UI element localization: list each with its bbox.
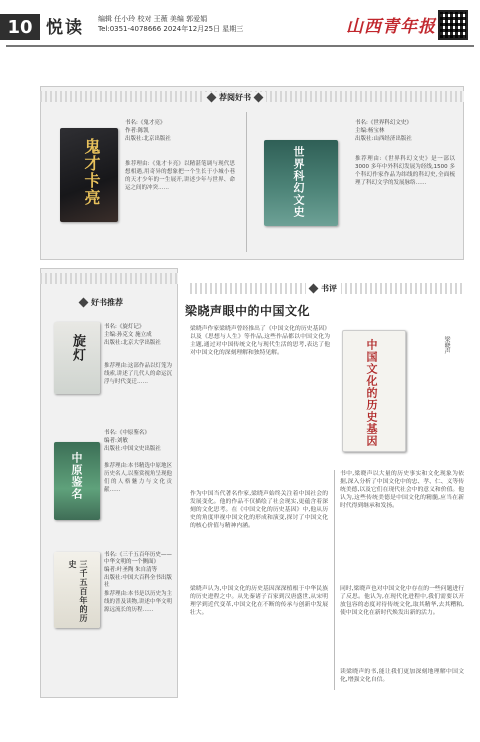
newspaper-logo: 山西青年报	[346, 17, 436, 37]
article-tag: 书评	[306, 283, 341, 294]
good-book3-intro: 推荐理由:本书是以历史为主线的普及读物,讲述中华文明源远流长的历程……	[104, 591, 172, 613]
diamond-icon	[254, 93, 264, 103]
article-paragraph-2: 作为中国当代著名作家,梁晓声始终关注着中国社会的发展变化。他的作品不仅描绘了社会现实,更蕴含着深刻的文化思考。在《中国文化的历史基因》中,他从历史的角度审视中国文化的形成和演变,探讨了中国文化的核心价值与精神内涵。	[190, 491, 328, 530]
masthead-divider	[6, 45, 474, 47]
editor-line: 编辑 任小玲 校对 王薇 美编 郭爱娟	[98, 15, 208, 23]
article-paragraph-6: 读梁晓声的书,能让我们更加深刻地理解中国文化,增强文化自信。	[340, 669, 464, 684]
page-number: 10	[0, 14, 40, 40]
good-book2-intro: 推荐理由:本书精选中原地区历史名人,以鉴赏视角呈现他们的人格魅力与文化贡献……	[104, 463, 172, 493]
good-book1-info: 书名:《旋灯记》 主编:孙克文 施立成 出版社:北京大学出版社	[104, 324, 161, 346]
article-paragraph-4: 书中,梁晓声以大量的历史事实和文化现象为依据,深入分析了中国文化中的忠、孝、仁、义等传统美德,以及它们在现代社会中的意义和价值。他认为,这些传统美德是中国文化的精髓,应当在新时代得到继承和发扬。	[340, 471, 464, 510]
good-books-band	[40, 273, 178, 284]
column-divider	[246, 112, 247, 252]
diamond-icon	[309, 284, 319, 294]
diamond-icon	[79, 298, 89, 308]
article-title: 梁晓声眼中的中国文化	[185, 304, 311, 318]
recommend-heading: 荐阅好书	[204, 92, 266, 103]
book2-info: 书名:《世界科幻文史》 主编:杨宝林 出版社:山西经济出版社	[355, 120, 412, 142]
masthead	[0, 0, 480, 44]
article-paragraph-1: 梁晓声作家梁晓声曾经推出了《中国文化的历史基因》以及《思想与人生》等作品,这些作品都以中国文化为主题,通过对中国传统文化与现代生活的思考,表达了他对中国文化的深刻理解和独特见解。	[190, 326, 330, 357]
book1-intro: 推荐理由:《鬼才卡亮》以精湛笔调与现代思想相遇,用奇异的想象把一个生长于小城小巷的天才少年的一生展开,讲述少年与世界、命运之间的冲突……	[125, 161, 235, 191]
qr-code-icon	[438, 10, 468, 40]
section-title: 悦读	[46, 18, 84, 38]
book-cover-zhongyuan: 中原鉴名	[54, 442, 100, 520]
article-cover-author: 梁晓声	[443, 336, 450, 354]
book2-intro: 推荐理由:《世界科幻文史》是一部以 3000 多年中外科幻发展为经线,1500 多个科幻作家作品为纬线的科幻史,全面梳理了科幻文学的发展脉络……	[355, 156, 455, 186]
good-book3-info: 书名:《三千五百年历史——中华文明的一个侧面》 编者:叶圣陶 朱自清等 出版社:中国大百科全书出版社	[104, 552, 172, 588]
diamond-icon	[207, 93, 217, 103]
date-line: Tel:0351-4078666 2024年12月25日 星期三	[98, 25, 244, 33]
good-books-heading: 好书推荐	[80, 297, 123, 308]
book1-info: 书名:《鬼才亮》 作者:陈凯 出版社:北京出版社	[125, 120, 171, 142]
article-book-cover: 中国文化的历史基因	[342, 330, 406, 452]
book-cover-xuandeng: 旋灯	[54, 322, 100, 394]
book-cover-guicai: 鬼才卡亮	[60, 128, 118, 222]
book-cover-history: 三千五百年的历史	[54, 552, 100, 628]
article-paragraph-3: 梁晓声认为,中国文化的历史基因深深植根于中华民族的历史进程之中。从先秦诸子百家到汉唐盛世,从宋明理学到近代变革,中国文化在不断的传承与创新中发展壮大。	[190, 586, 328, 617]
article-paragraph-5: 同时,梁晓声也对中国文化中存在的一些问题进行了反思。他认为,在现代化进程中,我们需要以开放包容的态度对待传统文化,取其精华,去其糟粕,使中国文化在新时代焕发出新的活力。	[340, 586, 464, 617]
good-book2-info: 书名:《中原鉴名》 编者:刘敏 出版社:中国文史出版社	[104, 430, 161, 452]
article-column-divider	[334, 470, 335, 690]
good-book1-intro: 推荐理由:这部作品以灯笼为线索,讲述了几代人的命运沉浮与时代变迁……	[104, 363, 172, 385]
book-cover-scifi: 世界科幻文史	[264, 140, 338, 226]
